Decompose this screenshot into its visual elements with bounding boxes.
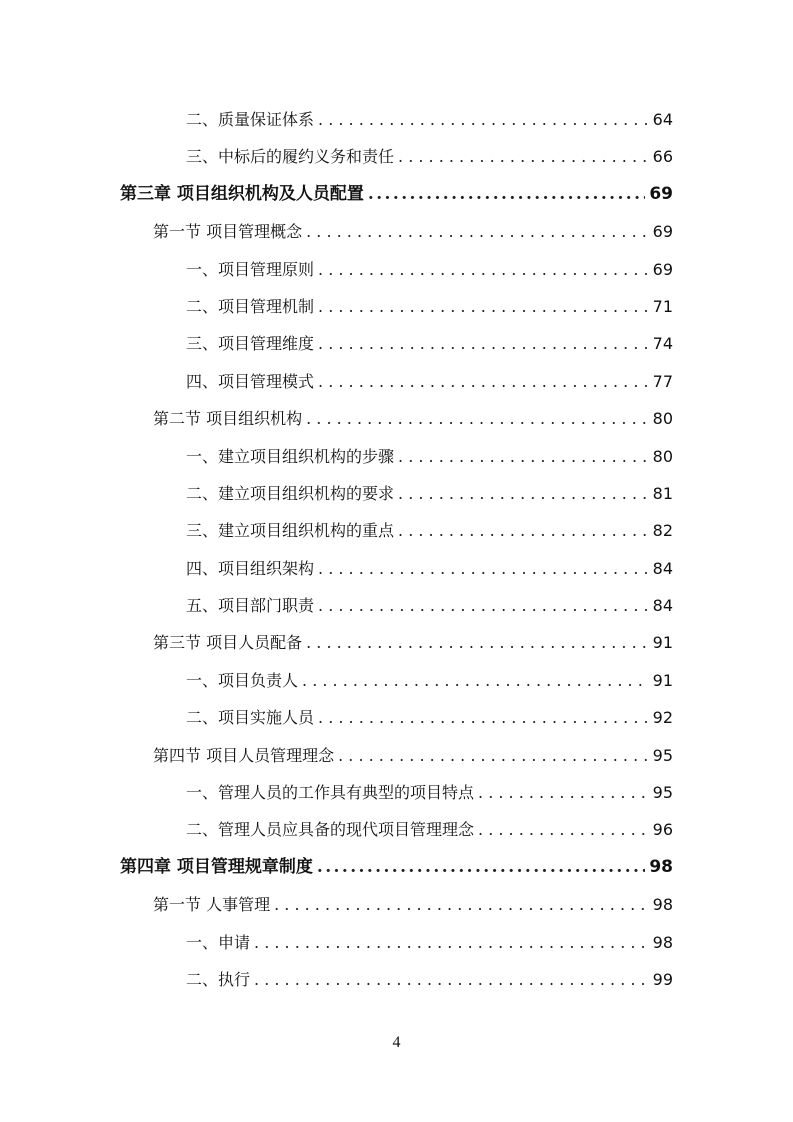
toc-entry-page: 69: [649, 183, 673, 204]
toc-entry-label: 一、管理人员的工作具有典型的项目特点: [186, 783, 475, 803]
toc-entry-label: 四、项目组织架构: [186, 558, 315, 578]
toc-entry-label: 三、建立项目组织机构的重点: [186, 521, 395, 541]
toc-section-entry[interactable]: [0, 213, 793, 250]
toc-dot-leader: [254, 961, 647, 998]
toc-entry-page: 98: [652, 932, 673, 952]
toc-dot-leader: [398, 138, 647, 175]
toc-entry-label: 一、项目负责人: [186, 670, 299, 690]
toc-entry-label: 第一节 项目管理概念: [153, 222, 303, 242]
toc-section-entry[interactable]: [0, 624, 793, 661]
toc-entry[interactable]: [0, 961, 793, 998]
toc-dot-leader: [318, 325, 647, 362]
toc-dot-leader: [302, 662, 647, 699]
toc-entry-label: 三、中标后的履约义务和责任: [186, 147, 395, 167]
toc-entry-label: 二、项目管理机制: [186, 296, 315, 316]
toc-entry[interactable]: [0, 662, 793, 699]
table-of-contents: [0, 101, 793, 998]
toc-entry-label: 二、质量保证体系: [186, 110, 315, 129]
toc-entry-page: 64: [652, 110, 673, 129]
toc-entry[interactable]: [0, 550, 793, 587]
toc-dot-leader: [398, 475, 647, 512]
toc-entry-label: 二、项目实施人员: [186, 708, 315, 728]
toc-section-entry[interactable]: [0, 886, 793, 923]
toc-entry-label: 三、项目管理维度: [186, 334, 315, 354]
toc-entry[interactable]: [0, 251, 793, 288]
toc-entry-page: 71: [652, 296, 673, 316]
toc-dot-leader: [368, 176, 645, 213]
toc-entry[interactable]: [0, 699, 793, 736]
toc-dot-leader: [478, 774, 647, 811]
toc-entry-label: 第三章 项目组织机构及人员配置: [120, 183, 364, 204]
toc-chapter-entry[interactable]: [0, 849, 793, 886]
toc-entry-page: 80: [652, 409, 673, 429]
toc-dot-leader: [306, 624, 647, 661]
toc-entry-page: 81: [652, 483, 673, 503]
toc-entry-page: 77: [652, 371, 673, 391]
toc-entry[interactable]: [0, 774, 793, 811]
toc-dot-leader: [306, 400, 647, 437]
page-number: 4: [392, 1034, 401, 1051]
toc-entry-label: 二、执行: [186, 969, 251, 989]
toc-entry-page: 84: [652, 558, 673, 578]
toc-entry[interactable]: [0, 924, 793, 961]
toc-dot-leader: [398, 438, 647, 475]
toc-dot-leader: [318, 587, 647, 624]
toc-entry[interactable]: [0, 325, 793, 362]
toc-dot-leader: [306, 213, 647, 250]
toc-dot-leader: [318, 101, 647, 138]
toc-dot-leader: [318, 699, 647, 736]
toc-entry-page: 98: [649, 856, 673, 877]
toc-dot-leader: [254, 924, 647, 961]
toc-entry-page: 82: [652, 521, 673, 541]
toc-dot-leader: [478, 811, 647, 848]
toc-entry-page: 66: [652, 147, 673, 167]
toc-dot-leader: [318, 363, 647, 400]
toc-entry[interactable]: [0, 811, 793, 848]
toc-entry-page: 92: [652, 708, 673, 728]
toc-entry-page: 95: [652, 745, 673, 765]
toc-entry[interactable]: [0, 101, 793, 138]
toc-entry-page: 80: [652, 446, 673, 466]
toc-entry-page: 91: [652, 670, 673, 690]
toc-entry-page: 99: [652, 969, 673, 989]
toc-entry-page: 69: [652, 222, 673, 242]
toc-dot-leader: [318, 288, 647, 325]
toc-entry-page: 74: [652, 334, 673, 354]
toc-entry-label: 五、项目部门职责: [186, 596, 315, 616]
toc-section-entry[interactable]: [0, 400, 793, 437]
toc-entry-label: 二、建立项目组织机构的要求: [186, 483, 395, 503]
toc-entry-page: 69: [652, 259, 673, 279]
toc-entry[interactable]: [0, 288, 793, 325]
toc-entry-label: 第一节 人事管理: [153, 895, 271, 915]
toc-dot-leader: [318, 251, 647, 288]
toc-entry[interactable]: [0, 438, 793, 475]
toc-entry[interactable]: [0, 138, 793, 175]
toc-chapter-entry[interactable]: [0, 176, 793, 213]
toc-entry[interactable]: [0, 363, 793, 400]
toc-entry-label: 四、项目管理模式: [186, 371, 315, 391]
toc-entry[interactable]: [0, 512, 793, 549]
toc-dot-leader: [398, 512, 647, 549]
toc-entry-label: 二、管理人员应具备的现代项目管理理念: [186, 820, 475, 840]
toc-section-entry[interactable]: [0, 737, 793, 774]
toc-dot-leader: [318, 550, 647, 587]
toc-entry-page: 98: [652, 895, 673, 915]
toc-entry-label: 第四章 项目管理规章制度: [120, 856, 313, 877]
toc-dot-leader: [338, 737, 647, 774]
toc-entry-label: 一、申请: [186, 932, 251, 952]
toc-entry[interactable]: [0, 475, 793, 512]
toc-dot-leader: [274, 886, 647, 923]
toc-dot-leader: [317, 849, 645, 886]
toc-entry[interactable]: [0, 587, 793, 624]
toc-entry-label: 第二节 项目组织机构: [153, 409, 303, 429]
toc-entry-label: 一、建立项目组织机构的步骤: [186, 446, 395, 466]
toc-entry-label: 第四节 项目人员管理理念: [153, 745, 335, 765]
toc-entry-page: 91: [652, 633, 673, 653]
toc-entry-page: 96: [652, 820, 673, 840]
toc-entry-label: 第三节 项目人员配备: [153, 633, 303, 653]
toc-entry-page: 84: [652, 596, 673, 616]
toc-entry-label: 一、项目管理原则: [186, 259, 315, 279]
toc-entry-page: 95: [652, 783, 673, 803]
